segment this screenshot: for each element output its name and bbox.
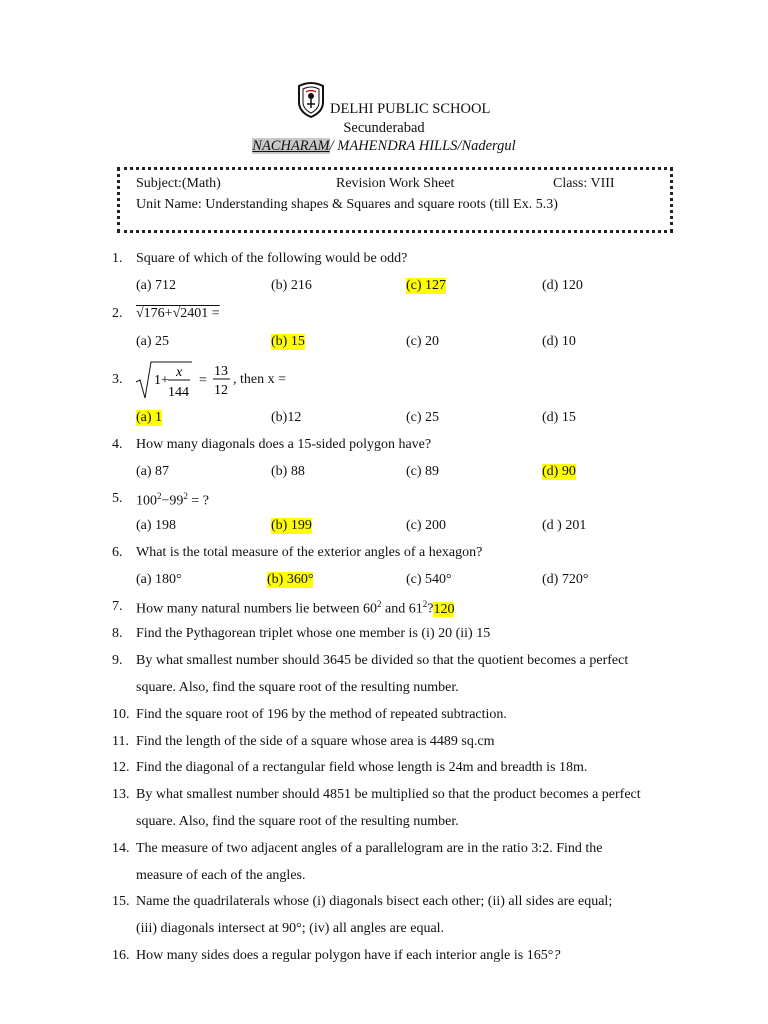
subject-label: Subject:(Math): [136, 176, 221, 191]
school-logo-icon: [295, 80, 327, 118]
unit-name: Unit Name: Understanding shapes & Squares and square roots (till Ex. 5.3): [136, 197, 558, 212]
school-branches: [0, 138, 768, 155]
school-city: Secunderabad: [343, 120, 425, 136]
worksheet-info-box: [117, 167, 673, 233]
q4-option-c: (c) 89: [406, 464, 440, 479]
q3-13: 13: [214, 364, 228, 379]
q6-option-d: (d) 720°: [542, 572, 589, 587]
q3-option-c: (c) 25: [406, 410, 440, 425]
q5-option-c: (c) 200: [406, 518, 447, 533]
q3-equation: [134, 358, 234, 402]
q6-option-a: (a) 180°: [136, 572, 182, 587]
q2-option-d: (d) 10: [542, 334, 576, 349]
q3-12: 12: [214, 383, 228, 398]
q3-one-plus: 1+: [154, 373, 169, 388]
q7-answer: 120: [433, 601, 455, 617]
q3-equals: =: [199, 373, 207, 388]
q5-option-a: (a) 198: [136, 518, 177, 533]
branch-rest: / MAHENDRA HILLS/Nadergul: [329, 138, 516, 154]
school-name: DELHI PUBLIC SCHOOL: [330, 101, 491, 117]
q2-option-b: (b) 15: [271, 334, 305, 349]
q5-option-d: (d ) 201: [542, 518, 587, 533]
q1-option-d: (d) 120: [542, 278, 583, 293]
q3-then: , then x =: [233, 372, 286, 387]
q5-option-b: (b) 199: [271, 518, 312, 533]
sheet-title: Revision Work Sheet: [336, 176, 455, 191]
q4-option-a: (a) 87: [136, 464, 170, 479]
q4-option-b: (b) 88: [271, 464, 305, 479]
q1-option-c: (c) 127: [406, 278, 447, 293]
class-label: Class: VIII: [553, 176, 615, 191]
q1-option-a: (a) 712: [136, 278, 177, 293]
q2-option-a: (a) 25: [136, 334, 170, 349]
branch-highlight: NACHARAM: [252, 138, 330, 154]
q3-option-a: (a) 1: [136, 410, 163, 425]
q1-option-b: (b) 216: [271, 278, 312, 293]
q2-option-c: (c) 20: [406, 334, 440, 349]
q4-option-d: (d) 90: [542, 464, 576, 479]
q3-option-b: (b)12: [271, 410, 302, 425]
q5-expression: $100^2-99^2$ = ?: [136, 491, 210, 509]
q6-option-b: (b) 360°: [267, 572, 314, 587]
q6-option-c: (c) 540°: [406, 572, 452, 587]
q3-option-d: (d) 15: [542, 410, 576, 425]
q3-x: x: [176, 365, 183, 380]
q3-144: 144: [168, 385, 189, 400]
